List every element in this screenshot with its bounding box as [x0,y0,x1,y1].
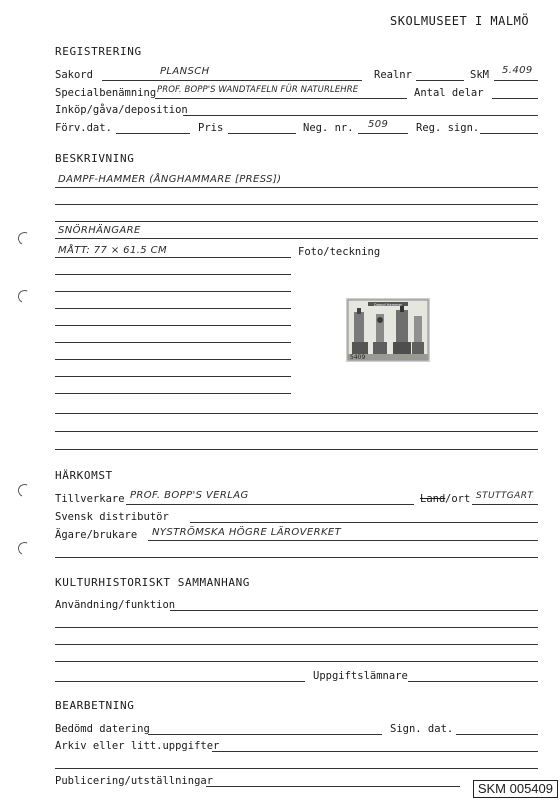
beskrivning-heading: BESKRIVNING [55,152,135,165]
ort-value[interactable]: STUTTGART [476,491,534,501]
beskrivning-line [55,187,538,188]
realnr-line [416,80,464,81]
beskrivning-line [55,449,538,450]
tillverkare-line [126,504,414,505]
beskrivning-line [55,257,291,258]
beskrivning-line [55,342,291,343]
beskrivning-line [55,431,538,432]
agare-label: Ägare/brukare [55,529,138,541]
punch-hole-icon [16,288,33,305]
specialbenamning-line [155,98,407,99]
bedomd-datering-label: Bedömd datering [55,723,150,735]
neg-nr-label: Neg. nr. [303,122,354,134]
kultur-line [55,681,305,682]
punch-hole-icon [16,540,33,557]
beskrivning-line [55,376,291,377]
kultur-line [55,661,538,662]
beskrivning-line [55,393,291,394]
inkop-line [183,115,538,116]
uppgiftslamnare-line [408,681,538,682]
harkomst-heading: HÄRKOMST [55,469,113,482]
skm-label: SkM [470,69,489,81]
agare-value[interactable]: NYSTRÖMSKA HÖGRE LÄROVERKET [152,527,342,538]
reg-sign-line [480,133,538,134]
agare-line [148,540,538,541]
punch-hole-icon [16,230,33,247]
poster-number: 5409 [350,354,366,361]
registrering-heading: REGISTRERING [55,45,142,58]
reg-sign-label: Reg. sign. [416,122,480,134]
tillverkare-label: Tillverkare [55,493,125,505]
skm-value[interactable]: 5.409 [502,65,533,76]
antal-delar-label: Antal delar [414,87,484,99]
realnr-label: Realnr [374,69,412,81]
poster-photo[interactable] [346,298,430,362]
beskrivning-line [55,291,291,292]
beskrivning-line-3[interactable]: MÅTT: 77 × 61.5 CM [58,245,168,256]
museum-title: SKOLMUSEET I MALMÖ [390,14,530,28]
antal-delar-line [492,98,538,99]
catalog-id-badge: SKM 005409 [473,780,558,798]
sign-dat-line [456,734,538,735]
anvandning-label: Användning/funktion [55,599,176,611]
forv-dat-line [116,133,190,134]
uppgiftslamnare-label: Uppgiftslämnare [313,670,408,682]
beskrivning-line [55,413,538,414]
kultur-line [55,644,538,645]
skm-line [494,80,538,81]
poster-caption: Dampf-Hammer [374,303,402,307]
specialbenamning-label: Specialbenämning [55,87,157,99]
svensk-distributor-label: Svensk distributör [55,511,169,523]
publicering-label: Publicering/utställningar [55,775,214,787]
specialbenamning-value[interactable]: PROF. BOPP'S WANDTAFELN FÜR NATURLEHRE [157,85,359,95]
pris-label: Pris [198,122,224,134]
arkiv-line [212,751,538,752]
tillverkare-value[interactable]: PROF. BOPP'S VERLAG [130,490,249,501]
publicering-line [206,786,460,787]
bearbetning-heading: BEARBETNING [55,699,135,712]
inkop-label: Inköp/gåva/deposition [55,104,188,116]
arkiv-label: Arkiv eller litt.uppgifter [55,740,220,752]
sign-dat-label: Sign. dat. [390,723,454,735]
beskrivning-line [55,359,291,360]
bedomd-datering-line [148,734,382,735]
beskrivning-line [55,238,538,239]
sakord-line [102,80,362,81]
beskrivning-line [55,308,291,309]
poster-photo-image [346,298,430,362]
kultur-line [55,627,538,628]
forv-dat-label: Förv.dat. [55,122,112,134]
neg-nr-value[interactable]: 509 [368,119,389,130]
kulturhistoriskt-heading: KULTURHISTORISKT SAMMANHANG [55,576,251,589]
land-label: Land [420,493,446,505]
punch-hole-icon [16,482,33,499]
ort-line [472,504,538,505]
beskrivning-line-1[interactable]: DAMPF-HAMMER (ÅNGHAMMARE [PRESS]) [58,174,282,185]
beskrivning-line-2[interactable]: SNÖRHÄNGARE [58,225,141,236]
beskrivning-line [55,204,538,205]
anvandning-line [170,610,538,611]
ort-label: /ort [445,493,471,505]
beskrivning-line [55,221,538,222]
svensk-distributor-line [190,522,538,523]
beskrivning-line [55,325,291,326]
foto-teckning-label: Foto/teckning [298,246,381,258]
beskrivning-line [55,274,291,275]
bearbetning-line [55,768,538,769]
pris-line [228,133,296,134]
sakord-value[interactable]: PLANSCH [160,66,210,77]
neg-nr-line [358,133,408,134]
sakord-label: Sakord [55,69,93,81]
harkomst-line [55,557,538,558]
